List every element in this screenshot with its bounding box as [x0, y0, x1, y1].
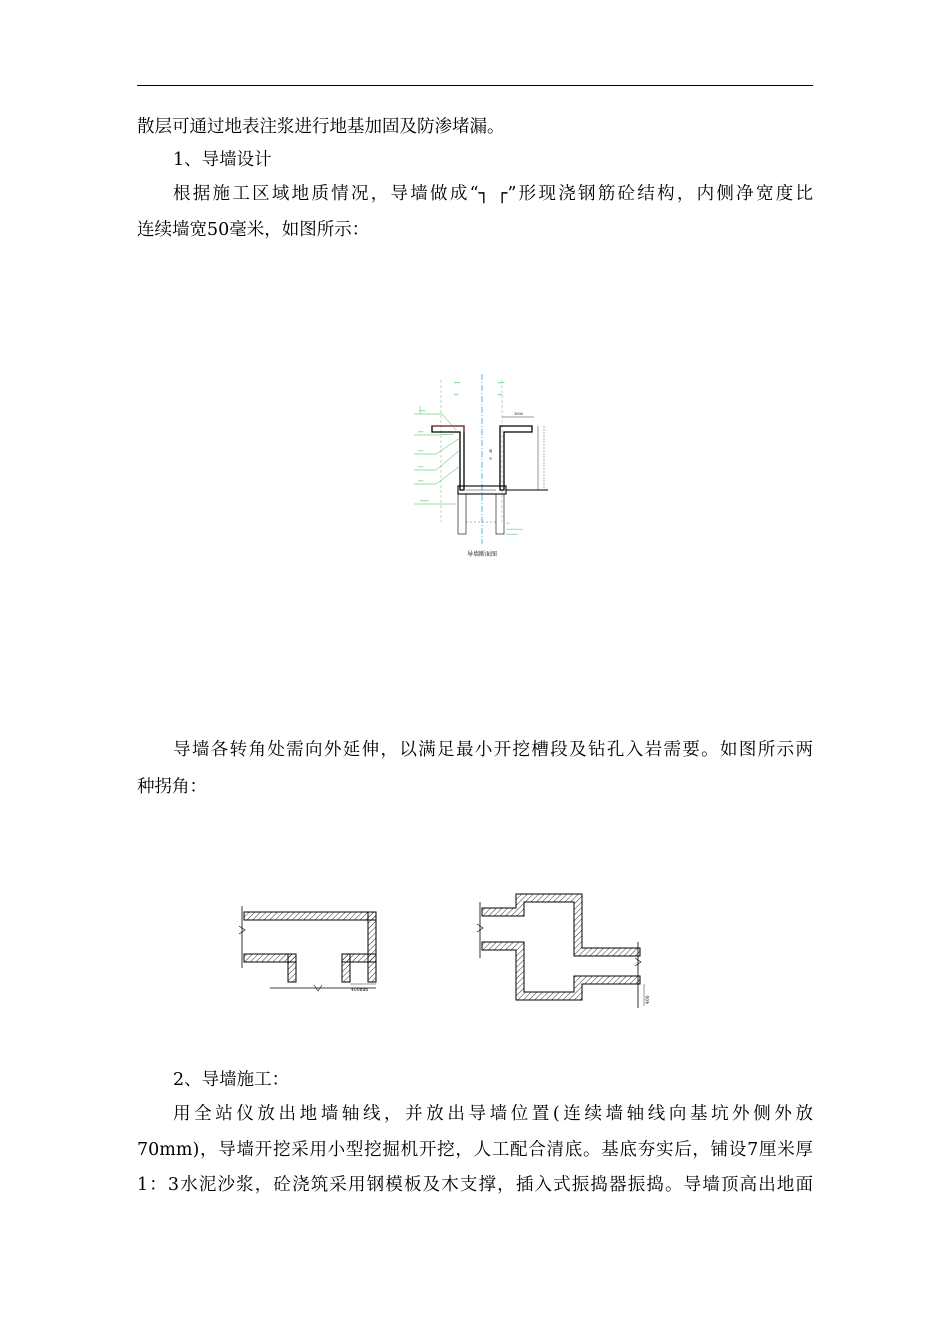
svg-text:━━━━━: ━━━━━ [420, 499, 430, 503]
annotation-leaders [414, 406, 460, 504]
figure-caption: 导墙断面图 [467, 551, 498, 558]
header-rule [137, 85, 813, 86]
svg-text:━━: ━━ [498, 393, 503, 397]
svg-text:━━━: ━━━ [418, 430, 424, 434]
notes-block [505, 521, 523, 536]
svg-text:━━━: ━━━ [418, 479, 424, 483]
dimension-label: 1000 [514, 412, 523, 416]
paragraph-line: 连续墙宽50毫米，如图所示： [137, 220, 370, 240]
paragraph-line: 70mm)，导墙开挖采用小型挖掘机开挖，人工配合清底。基底夯实后，铺设7厘米厚 [137, 1140, 813, 1160]
svg-text:━━━━━━━: ━━━━━━━ [506, 532, 518, 536]
svg-text:━━: ━━ [506, 521, 510, 525]
paragraph-line: 根据施工区域地质情况，导墙做成“┐ ┌”形现浇钢筋砼结构，内侧净宽度比 [173, 184, 813, 204]
left-dimension-label: 400mm [351, 988, 369, 993]
svg-text:━━━: ━━━ [420, 409, 426, 413]
left-guide-wall [432, 426, 464, 490]
paragraph-line: 散层可通过地表注浆进行地基加固及防渗堵漏。 [137, 117, 505, 137]
svg-text:━━━: ━━━ [418, 449, 424, 453]
paragraph-line: 1：3水泥沙浆，砼浇筑采用钢模板及木支撑，插入式振捣器振捣。导墙顶高出地面 [137, 1175, 813, 1195]
svg-text:━━━━━━━━━━: ━━━━━━━━━━ [506, 527, 523, 531]
t-corner-drawing [239, 906, 376, 993]
right-guide-wall [500, 426, 532, 490]
paragraph-line: 用全站仪放出地墙轴线，并放出导墙位置(连续墙轴线向基坑外侧外放 [173, 1104, 813, 1124]
paragraph-line: 导墙各转角处需向外延伸，以满足最小开挖槽段及钻孔入岩需要。如图所示两 [173, 740, 813, 760]
right-dimension-label: 400 [646, 995, 651, 1004]
guide-wall-section-figure [410, 372, 560, 562]
annotation-labels [417, 409, 429, 503]
svg-text:━━━: ━━━ [498, 381, 505, 385]
section-heading-guide-wall-construction: 2、导墙施工： [173, 1070, 290, 1090]
corner-types-figure [230, 880, 670, 1010]
svg-text:━━━: ━━━ [454, 381, 461, 385]
section-heading-guide-wall-design: 1、导墙设计 [173, 150, 272, 170]
offset-corner-drawing [477, 894, 651, 1008]
svg-text:━━━: ━━━ [418, 465, 424, 469]
svg-text:墙: 墙 [489, 449, 493, 453]
paragraph-line: 种拐角： [137, 777, 207, 797]
svg-text:━━: ━━ [454, 393, 459, 397]
svg-text:中: 中 [489, 457, 493, 461]
